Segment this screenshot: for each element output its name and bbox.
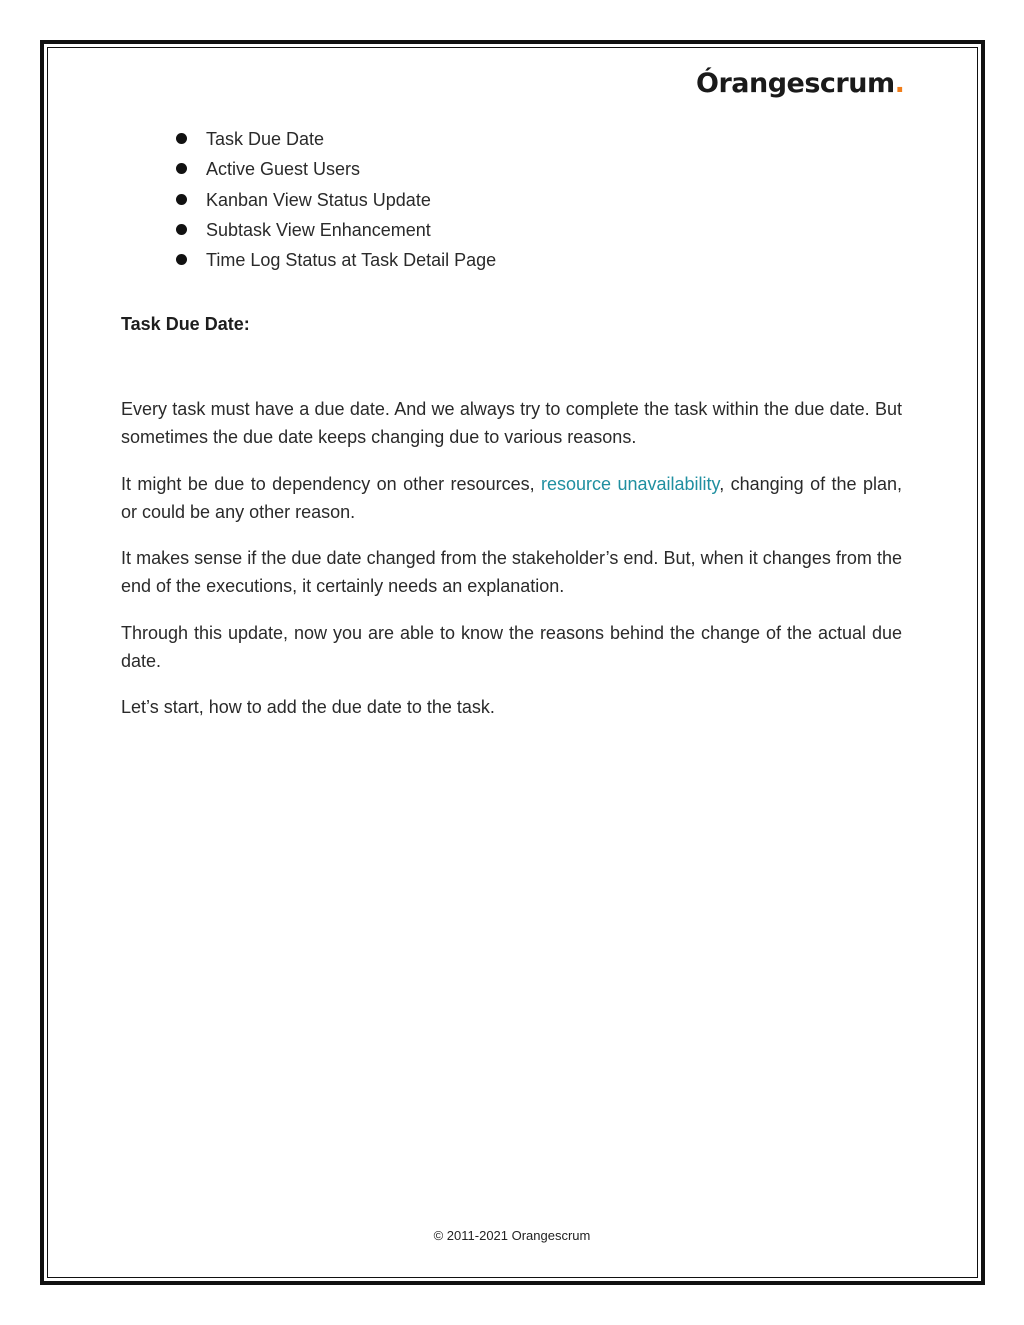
bullet-icon: [176, 224, 187, 235]
list-item: [176, 124, 496, 154]
list-item-text: Time Log Status at Task Detail Page: [206, 250, 497, 271]
paragraph: [121, 470, 902, 526]
paragraph: It makes sense if the due date changed from the stakeholder’s end. But, when it changes from the end of the executions, it certainly needs an explanation.: [121, 548, 902, 596]
orangescrum-logo: [696, 68, 904, 99]
list-item: [176, 215, 496, 245]
section-heading: Task Due Date:: [121, 314, 250, 334]
feature-list: [176, 124, 496, 275]
body-text: [121, 395, 902, 740]
logo-dot: .: [894, 68, 905, 99]
list-item-text: Kanban View Status Update: [206, 189, 431, 210]
list-item: [176, 185, 496, 215]
paragraph-text: It might be due to dependency on other resources,: [121, 473, 542, 494]
list-item: [176, 154, 496, 184]
resource-unavailability-link[interactable]: resource unavailability: [541, 473, 720, 494]
list-item: [176, 245, 496, 275]
paragraph: Every task must have a due date. And we always try to complete the task within the due date. But sometimes the due date keeps changing due to various reasons.: [121, 399, 902, 447]
list-item-text: Subtask View Enhancement: [206, 219, 431, 240]
list-item-text: Task Due Date: [206, 129, 325, 149]
list-item-text: Active Guest Users: [206, 159, 361, 180]
paragraph: Through this update, now you are able to know the reasons behind the change of the actual due date.: [121, 622, 902, 671]
bullet-icon: [176, 163, 187, 174]
logo-text: Órangescrum: [696, 68, 895, 99]
bullet-icon: [176, 254, 187, 265]
paragraph-text: , changing of the plan, or could be any other reason.: [121, 473, 903, 522]
copyright-footer: © 2011-2021 Orangescrum: [433, 1228, 591, 1243]
bullet-icon: [176, 133, 187, 144]
bullet-icon: [176, 194, 187, 205]
paragraph: Let’s start, how to add the due date to the task.: [121, 697, 495, 717]
